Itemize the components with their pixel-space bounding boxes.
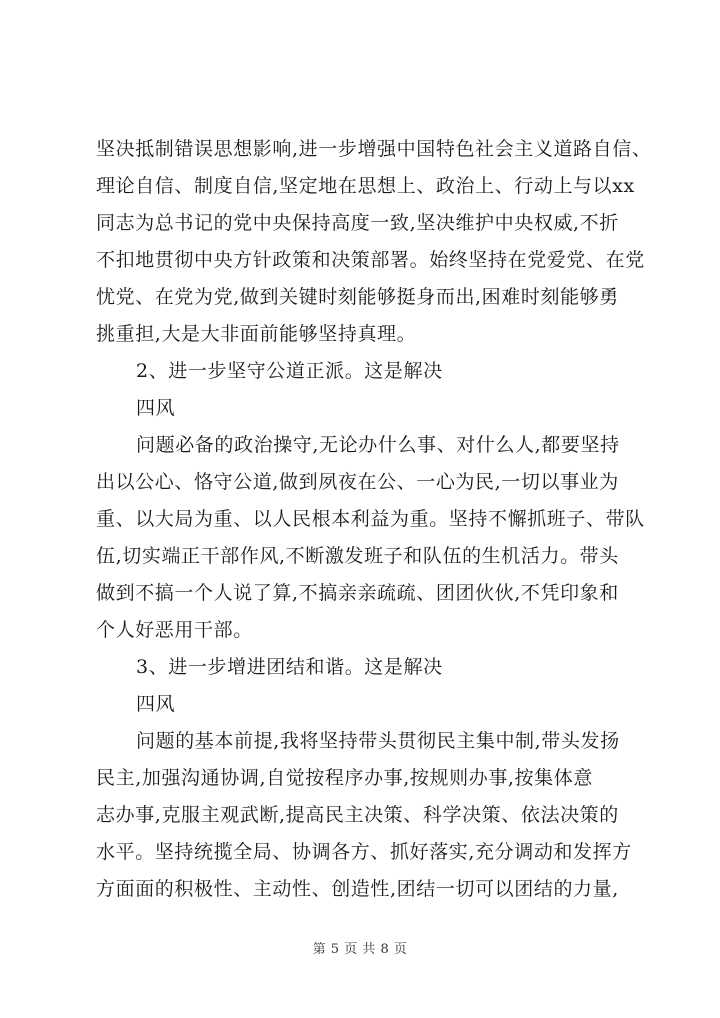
text-line: 民主,加强沟通协调,自觉按程序办事,按规则办事,按集体意 — [96, 767, 593, 789]
text-line: 四风 — [136, 693, 176, 715]
text-line: 坚决抵制错误思想影响,进一步增强中国特色社会主义道路自信、 — [96, 138, 652, 160]
text-line: 挑重担,大是大非面前能够坚持真理。 — [96, 323, 417, 345]
page-number-footer: 第 5 页 共 8 页 — [312, 942, 408, 957]
text-line: 做到不搞一个人说了算,不搞亲亲疏疏、团团伙伙,不凭印象和 — [96, 582, 619, 604]
text-line: 方面面的积极性、主动性、创造性,团结一切可以团结的力量, — [96, 878, 619, 900]
section-heading: 2、进一步坚守公道正派。这是解决 — [136, 360, 443, 382]
text-line: 问题必备的政治操守,无论办什么事、对什么人,都要坚持 — [136, 434, 620, 456]
text-line: 水平。坚持统揽全局、协调各方、抓好落实,充分调动和发挥方 — [96, 841, 632, 863]
text-line: 同志为总书记的党中央保持高度一致,坚决维护中央权威,不折 — [96, 212, 619, 234]
text-line: 出以公心、恪守公道,做到夙夜在公、一心为民,一切以事业为 — [96, 471, 619, 493]
text-line: 问题的基本前提,我将坚持带头贯彻民主集中制,带头发扬 — [136, 730, 620, 752]
text-line: 重、以大局为重、以人民根本利益为重。坚持不懈抓班子、带队 — [96, 508, 645, 530]
section-heading: 3、进一步增进团结和谐。这是解决 — [136, 656, 443, 678]
text-line: 理论自信、制度自信,坚定地在思想上、政治上、行动上与以xx — [96, 175, 635, 197]
text-line: 不扣地贯彻中央方针政策和决策部署。始终坚持在党爱党、在党 — [96, 249, 645, 271]
text-line: 个人好恶用干部。 — [96, 619, 253, 641]
text-line: 四风 — [136, 397, 176, 419]
text-line: 伍,切实端正干部作风,不断激发班子和队伍的生机活力。带头 — [96, 545, 619, 567]
text-line: 志办事,克服主观武断,提高民主决策、科学决策、依法决策的 — [96, 804, 619, 826]
text-line: 忧党、在党为党,做到关键时刻能够挺身而出,困难时刻能够勇 — [96, 286, 619, 308]
